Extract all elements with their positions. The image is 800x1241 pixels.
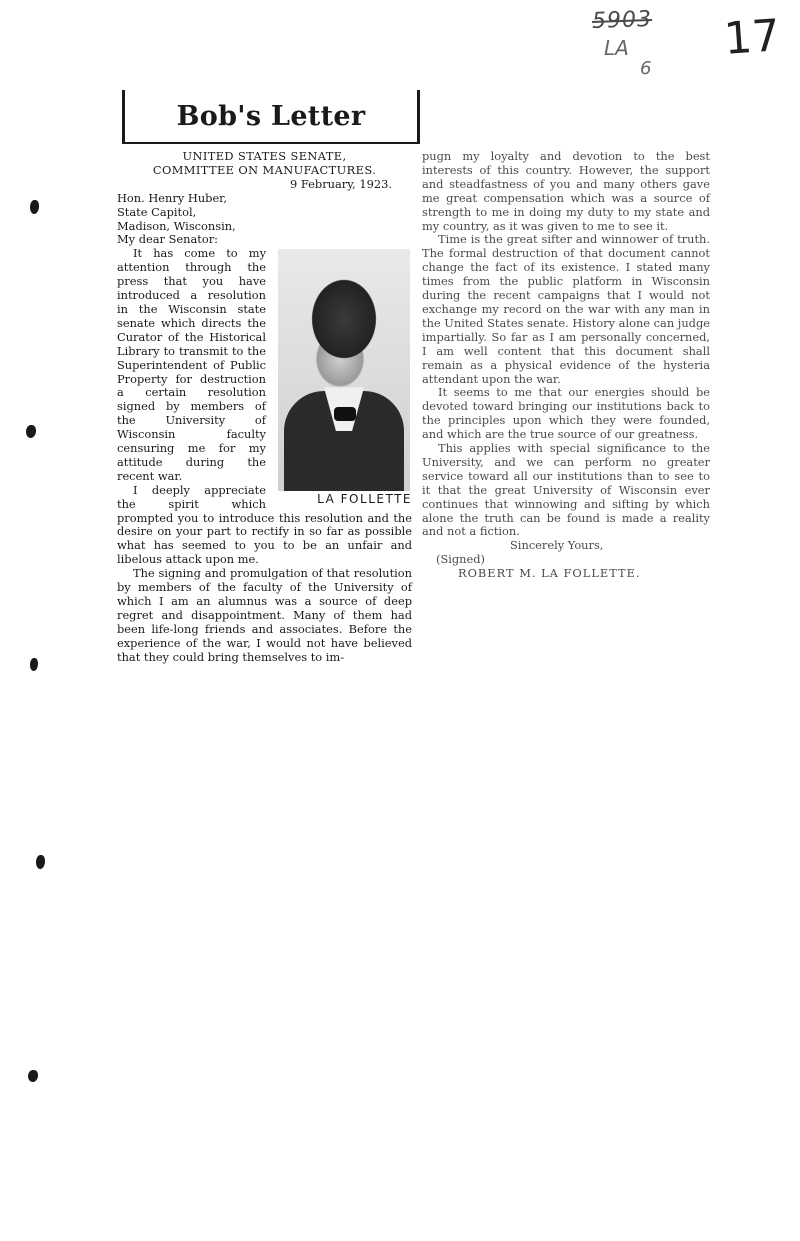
portrait-figure: [274, 249, 412, 507]
paragraph: This applies with special significance to the University, and we can perform no greater service toward all our institutions than to see to it that the great University of Wisconsin ever continues that winnowing and sifting by which alone the truth can be found is made a reality and not a fiction.: [422, 441, 710, 539]
address-line: State Capitol,: [117, 204, 197, 219]
headline-box: [122, 90, 420, 144]
punch-mark: [36, 855, 45, 869]
punch-mark: [26, 425, 36, 438]
portrait-photo: [278, 249, 410, 491]
letterhead-line: UNITED STATES SENATE,: [182, 149, 347, 163]
salutation: My dear Senator:: [117, 232, 218, 247]
paragraph: I deeply appreciate the spirit which prompted you to introduce this resolution and the desire on your part to rectify in so far as possible what has seemed to you to be an unfair and libelous attack upon me.: [117, 482, 412, 567]
punch-mark: [28, 1070, 38, 1082]
signed-note: (Signed): [436, 552, 485, 567]
signature-name: ROBERT M. LA FOLLETTE.: [458, 566, 641, 581]
paragraph: It has come to my attention through the press that you have introduced a resolution in the Wisconsin state senate which directs the Curator of the Historical Library to transmit to the Superintendent of Public Property for destruction a certain resolution signed by members of the University of Wisconsin faculty censuring me for my attitude during the recent war.: [117, 246, 266, 483]
address-line: Hon. Henry Huber,: [117, 190, 227, 205]
paragraph: It seems to me that our energies should be devoted toward bringing our institutions back to the principles upon which they were founded, and which are the true source of our greatness.: [422, 385, 710, 442]
column-right: [422, 150, 710, 581]
letterhead-line: COMMITTEE ON MANUFACTURES.: [152, 162, 377, 177]
archive-number-mark: 6: [640, 58, 652, 79]
closing: Sincerely Yours,: [510, 538, 604, 553]
punch-mark: [30, 200, 39, 214]
letter-date: 9 February, 1923.: [290, 176, 392, 191]
page-number-mark: 17: [722, 10, 782, 65]
archive-box-mark: LA: [604, 36, 629, 60]
paragraph: The signing and promulgation of that resolution by members of the faculty of the University of which I am an alumnus was a source of deep regret and disappointment. Many of them had been life-long friends and associates. Before the experience of the war, I would not have believed that they could bring themselves to im-: [117, 566, 412, 664]
archive-code-mark: 5903: [591, 6, 653, 35]
headline: Bob's Letter: [176, 100, 366, 132]
punch-mark: [30, 658, 38, 671]
photo-caption: LA FOLLETTE: [317, 492, 412, 507]
column-left: [117, 150, 412, 665]
address-line: Madison, Wisconsin,: [117, 218, 236, 233]
paragraph: Time is the great sifter and winnower of truth. The formal destruction of that document cannot change the fact of its existence. I stated many times from the public platform in Wisconsin during the recent campaigns that I would not exchange my record on the war with any man in the United States senate. History alone can judge impartially. So far as I am personally concerned, I am well content that this document shall remain as a physical evidence of the hysteria attendant upon the war.: [422, 232, 710, 386]
newspaper-clipping: [112, 86, 722, 796]
paragraph: pugn my loyalty and devotion to the best interests of this country. However, the support and steadfastness of you and many others gave me great compensation which was a source of strength to me in doing my duty to my state and my country, as it was given to me to see it.: [422, 149, 710, 233]
